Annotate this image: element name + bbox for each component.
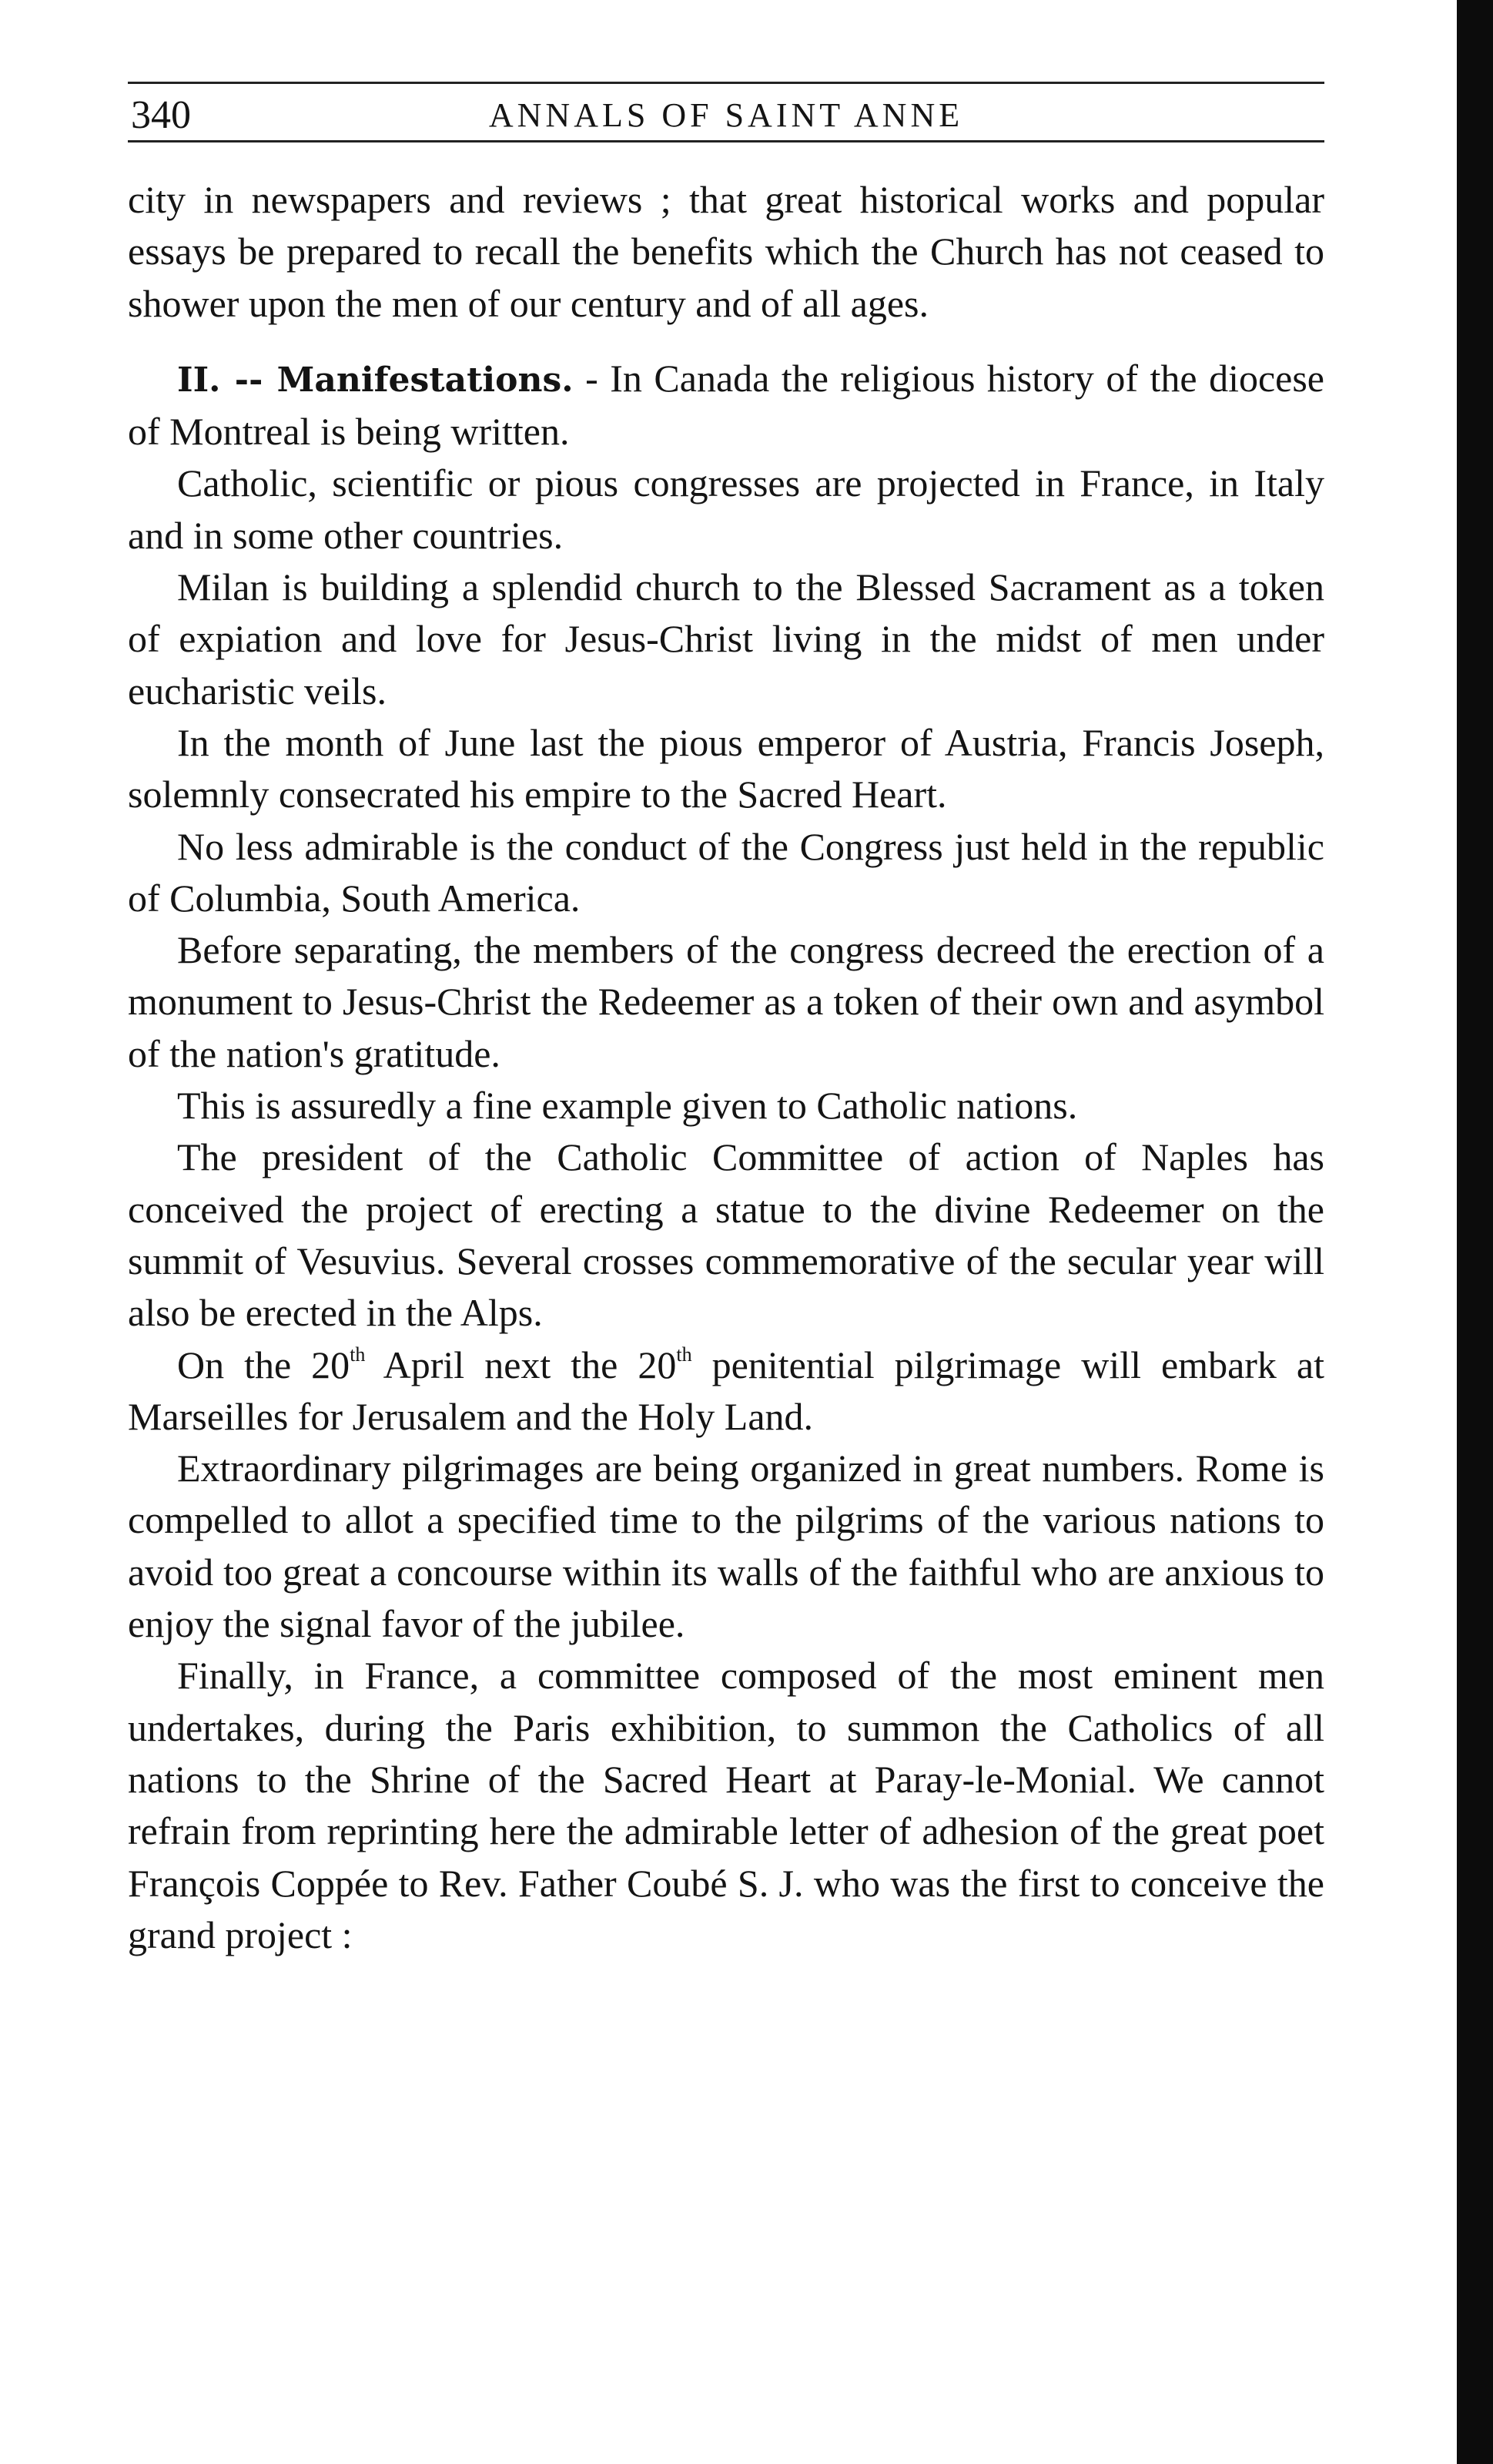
ordinal-suffix: th: [676, 1343, 692, 1366]
paragraph: No less admirable is the conduct of the Congress just held in the republic of Columbia, South America.: [128, 824, 1324, 920]
paragraph: The president of the Catholic Committee of action of Naples has conceived the project of erecting a statue to the divine Redeemer on the summit of Vesuvius. Several crosses commemorative of the secular year will also be erected in the Alps.: [128, 1135, 1324, 1335]
running-title: ANNALS OF SAINT ANNE: [488, 96, 964, 134]
paragraph-manifestations: [128, 353, 1324, 458]
paragraph: Finally, in France, a committee composed of the most eminent men undertakes, during the Paris exhibition, to summon the Catholics of all nations to the Shrine of the Sacred Heart at Paray-le-Monial. We cannot refrain from reprinting here the admirable letter of adhesion of the great poet François Coppée to Rev. Father Coubé S. J. who was the first to conceive the grand project :: [128, 1654, 1324, 1956]
paragraph-pilgrimage: [128, 1339, 1324, 1443]
scan-edge-shadow: [1457, 0, 1493, 2464]
page-number: 340: [131, 93, 191, 137]
paragraph-text: On the 20: [177, 1343, 350, 1386]
paragraph-text: April next the 20: [365, 1343, 677, 1386]
paragraph: In the month of June last the pious emperor of Austria, Francis Joseph, solemnly consecrated his empire to the Sacred Heart.: [128, 720, 1324, 816]
paragraph: This is assuredly a fine example given to Catholic nations.: [177, 1084, 1078, 1128]
paragraph-text: penitential pilgrimage will embark at Marseilles for Jerusalem and the Holy Land.: [128, 1343, 1324, 1438]
paragraph: Extraordinary pilgrimages are being organized in great numbers. Rome is compelled to allot a specified time to the pilgrims of the various nations to avoid too great a concourse within its walls of the faithful who are anxious to enjoy the signal favor of the jubilee.: [128, 1447, 1324, 1646]
paragraph-text: - In Canada the religious history of the diocese of Montreal is being written.: [128, 356, 1324, 454]
page-header: [128, 74, 1324, 145]
header-top-rule: [128, 82, 1324, 84]
paragraph-continuation: city in newspapers and reviews ; that great historical works and popular essays be prepared to recall the benefits which the Church has not ceased to shower upon the men of our century and of all ages.: [128, 178, 1324, 325]
section-heading: II. -- Manifestations.: [177, 360, 574, 400]
paragraph: Milan is building a splendid church to the Blessed Sacrament as a token of expiation and love for Jesus-Christ living in the midst of men under eucharistic veils.: [128, 565, 1324, 712]
paragraph: Before separating, the members of the congress decreed the erection of a monument to Jesus-Christ the Redeemer as a token of their own and asymbol of the nation's gratitude.: [128, 928, 1324, 1075]
ordinal-suffix: th: [350, 1343, 366, 1366]
paragraph: Catholic, scientific or pious congresses are projected in France, in Italy and in some other countries.: [128, 461, 1324, 557]
body-text: [128, 174, 1324, 1961]
header-bottom-rule: [128, 140, 1324, 142]
